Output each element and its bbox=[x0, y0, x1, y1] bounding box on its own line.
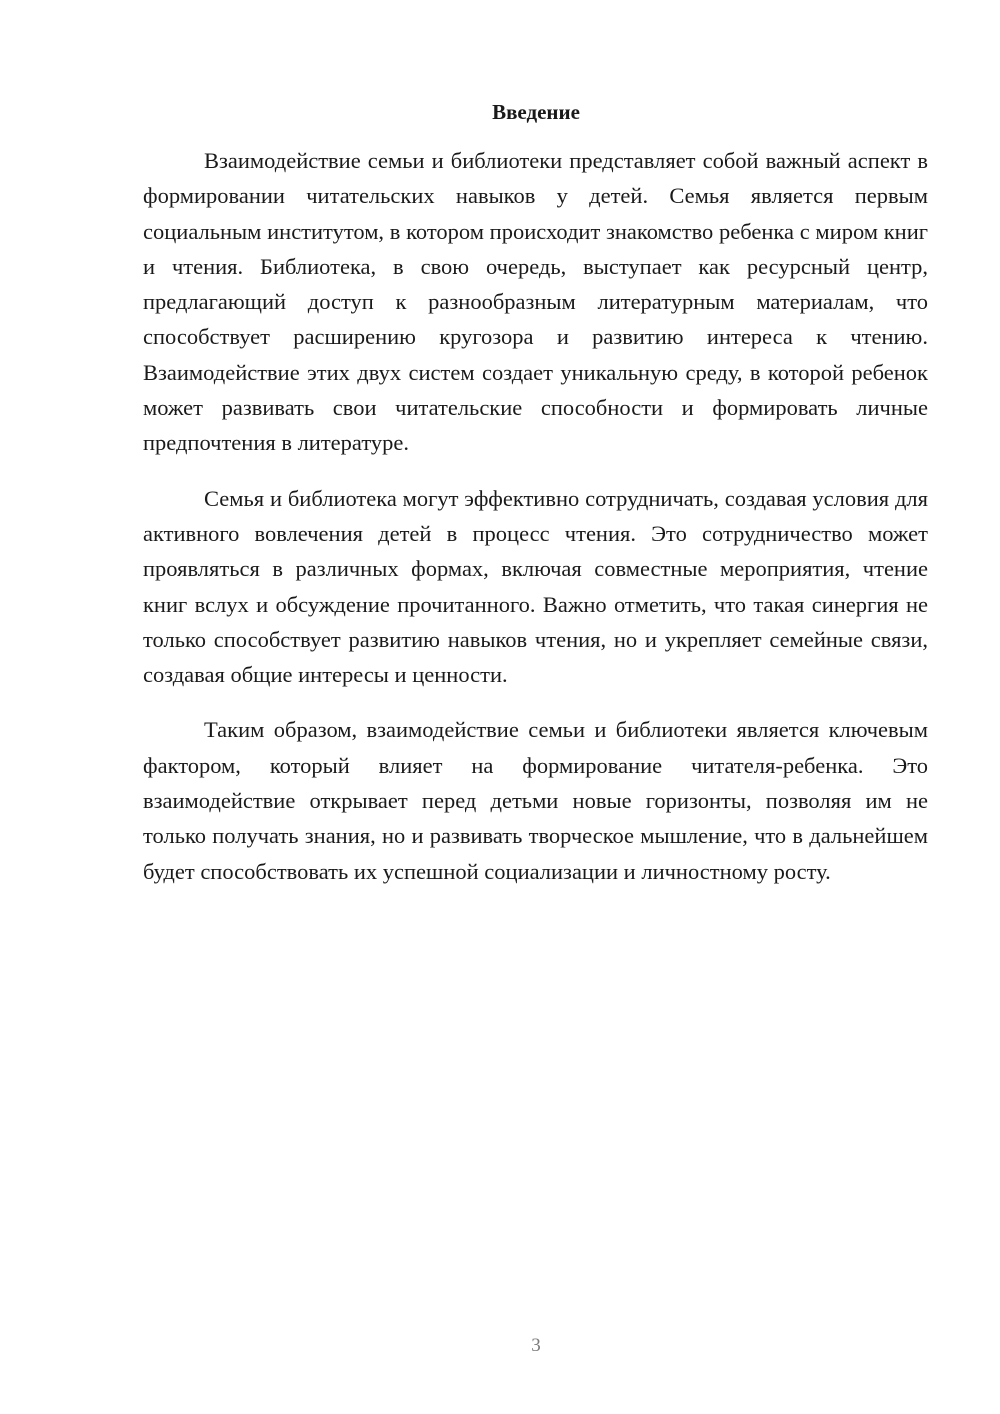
page-number: 3 bbox=[531, 1335, 541, 1356]
section-heading: Введение bbox=[492, 100, 580, 124]
paragraph-2: Семья и библиотека могут эффективно сотрудничать, создавая условия для активного вовлечения детей в процесс чтения. Это сотрудничество может проявляться в различных формах, включая совместные мероприятия, чтение книг вслух и обсуждение прочитанного. Важно отметить, что такая синергия не только способствует развитию навыков чтения, но и укрепляет семейные связи, создавая общие интересы и ценности. bbox=[143, 485, 928, 688]
body-text bbox=[143, 143, 928, 909]
paragraph-3: Таким образом, взаимодействие семьи и библиотеки является ключевым фактором, который влияет на формирование читателя-ребенка. Это взаимодействие открывает перед детьми новые горизонты, позволяя им не только получать знания, но и развивать творческое мышление, что в дальнейшем будет способствовать их успешной социализации и личностному росту. bbox=[143, 717, 928, 884]
paragraph-1: Взаимодействие семьи и библиотеки представляет собой важный аспект в формировании читательских навыков у детей. Семья является первым социальным институтом, в котором происходит знакомство ребенка с миром книг и чтения. Библиотека, в свою очередь, выступает как ресурсный центр, предлагающий доступ к разнообразным литературным материалам, что способствует расширению кругозора и развитию интереса к чтению. Взаимодействие этих двух систем создает уникальную среду, в которой ребенок может развивать свои читательские способности и формировать личные предпочтения в литературе. bbox=[143, 148, 928, 456]
